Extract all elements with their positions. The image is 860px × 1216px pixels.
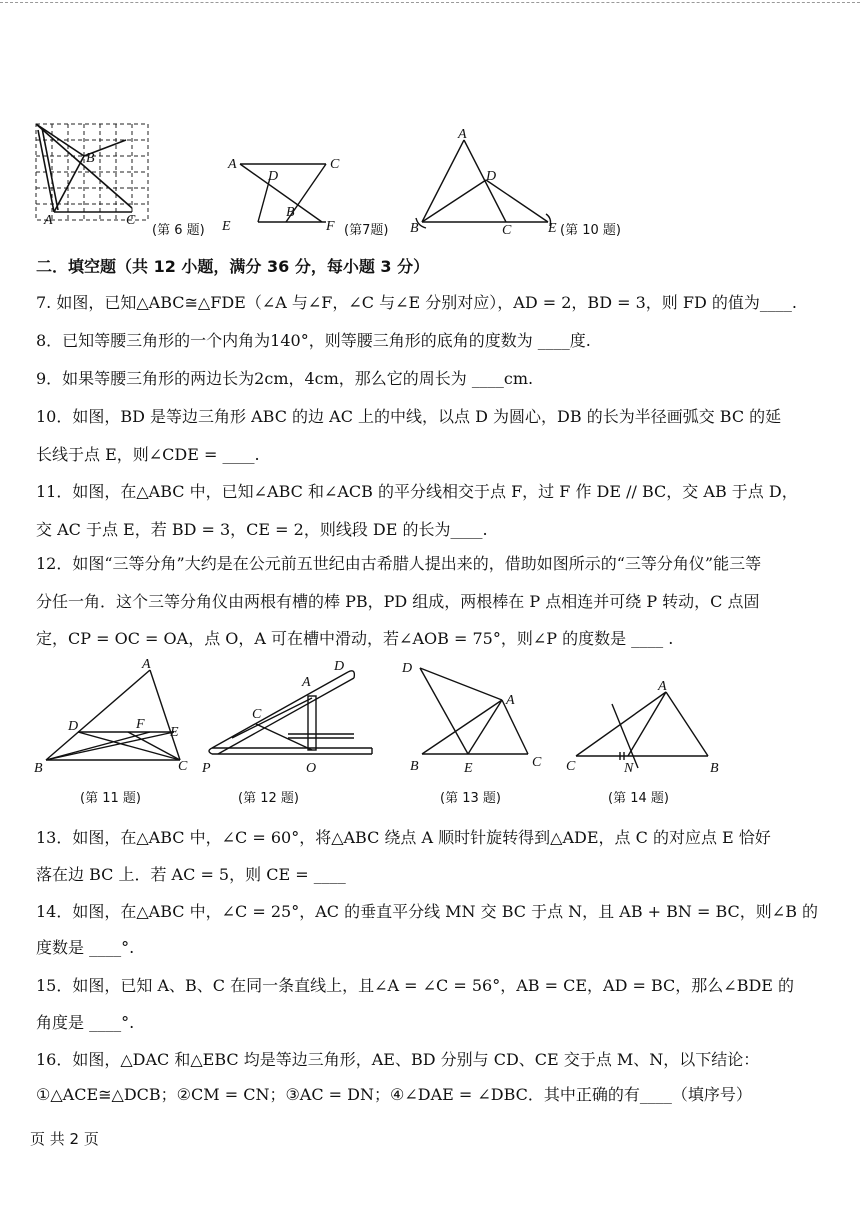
figure-10-caption: (第 10 题) xyxy=(560,223,621,238)
fig11-label-F: F xyxy=(136,717,145,732)
fig7-label-A: A xyxy=(228,157,237,172)
figure-11-caption: (第 11 题) xyxy=(80,791,141,806)
question-13-line-1: 13．如图，在△ABC 中，∠C = 60°，将△ABC 绕点 A 顺时针旋转得到△ADE，点 C 的对应点 E 恰好 xyxy=(36,828,771,847)
fig10-label-C: C xyxy=(502,223,512,238)
fig11-label-D: D xyxy=(68,719,79,734)
figure-12 xyxy=(198,656,388,774)
question-7: 7. 如图，已知△ABC≅△FDE（∠A 与∠F，∠C 与∠E 分别对应），AD = 2，BD = 3，则 FD 的值为____. xyxy=(36,293,797,312)
fig12-label-P: P xyxy=(202,761,211,776)
fig11-label-B: B xyxy=(34,761,43,776)
fig14-label-B: B xyxy=(710,761,719,776)
figure-12-drawing xyxy=(198,656,388,774)
fig7-label-C: C xyxy=(330,157,340,172)
figure-7-drawing xyxy=(222,150,352,234)
figure-14-caption: (第 14 题) xyxy=(608,791,669,806)
fig12-label-O: O xyxy=(306,761,317,776)
fig11-label-C: C xyxy=(178,759,188,774)
question-15-line-2: 角度是 ____°. xyxy=(36,1013,135,1032)
fig14-label-A: A xyxy=(658,679,667,694)
fig11-label-E: E xyxy=(170,725,179,740)
question-12-line-1: 12．如图“三等分角”大约是在公元前五世纪由古希腊人提出来的，借助如图所示的“三等分角仪”能三等 xyxy=(36,554,762,573)
fig13-label-E: E xyxy=(464,761,473,776)
figure-10 xyxy=(410,127,570,238)
fig14-label-C: C xyxy=(566,759,576,774)
figure-6-caption: (第 6 题) xyxy=(152,223,205,238)
figure-10-drawing xyxy=(410,127,570,238)
question-16-line-2: ①△ACE≅△DCB；②CM = CN；③AC = DN；④∠DAE = ∠DBC．其中正确的有____（填序号） xyxy=(36,1085,752,1104)
fig6-label-A: A xyxy=(44,213,53,228)
fig13-label-C: C xyxy=(532,755,542,770)
fig12-label-D: D xyxy=(334,659,345,674)
fig11-label-A: A xyxy=(142,657,151,672)
question-10-line-1: 10．如图，BD 是等边三角形 ABC 的边 AC 上的中线，以点 D 为圆心，DB 的长为半径画弧交 BC 的延 xyxy=(36,407,782,426)
question-11-line-2: 交 AC 于点 E，若 BD = 3，CE = 2，则线段 DE 的长为____. xyxy=(36,520,488,539)
figure-11 xyxy=(32,656,192,774)
fig10-label-D: D xyxy=(486,169,497,184)
fig13-label-B: B xyxy=(410,759,419,774)
question-12-line-2: 分任一角．这个三等分角仪由两根有槽的棒 PB，PD 组成，两根棒在 P 点相连并可绕 P 转动，C 点固 xyxy=(36,592,760,611)
fig12-label-C: C xyxy=(252,707,262,722)
question-10-line-2: 长线于点 E，则∠CDE = ____. xyxy=(36,445,260,464)
fig13-label-D: D xyxy=(402,661,413,676)
question-15-line-1: 15．如图，已知 A、B、C 在同一条直线上，且∠A = ∠C = 56°，AB = CE，AD = BC，那么∠BDE 的 xyxy=(36,976,795,995)
top-divider xyxy=(0,2,860,3)
figure-11-drawing xyxy=(32,656,192,774)
figure-13-caption: (第 13 题) xyxy=(440,791,501,806)
question-13-line-2: 落在边 BC 上．若 AC = 5，则 CE = ____ xyxy=(36,865,346,884)
figure-6-drawing xyxy=(30,120,160,230)
fig6-label-B: B xyxy=(86,151,95,166)
fig6-label-C: C xyxy=(126,213,136,228)
figure-13-drawing xyxy=(398,656,558,774)
fig7-label-B: B xyxy=(286,205,295,220)
figure-6 xyxy=(30,120,160,230)
question-12-line-3: 定，CP = OC = OA，点 O，A 可在槽中滑动，若∠AOB = 75°，则∠P 的度数是 ____ . xyxy=(36,629,674,648)
question-9: 9．如果等腰三角形的两边长为2cm，4cm，那么它的周长为 ____cm. xyxy=(36,369,534,388)
figure-14 xyxy=(562,672,732,776)
question-14-line-1: 14．如图，在△ABC 中，∠C = 25°，AC 的垂直平分线 MN 交 BC 于点 N，且 AB + BN = BC，则∠B 的 xyxy=(36,902,819,921)
fig10-label-B: B xyxy=(410,221,419,236)
fig7-label-D: D xyxy=(268,169,279,184)
fig13-label-A: A xyxy=(506,693,515,708)
fig10-label-A: A xyxy=(458,127,467,142)
question-8: 8．已知等腰三角形的一个内角为140°，则等腰三角形的底角的度数为 ____度. xyxy=(36,331,591,350)
page-footer: 页 共 2 页 xyxy=(30,1130,99,1148)
question-11-line-1: 11．如图，在△ABC 中，已知∠ABC 和∠ACB 的平分线相交于点 F，过 F 作 DE // BC，交 AB 于点 D， xyxy=(36,482,798,501)
question-16-line-1: 16．如图，△DAC 和△EBC 均是等边三角形，AE、BD 分别与 CD、CE 交于点 M、N，以下结论： xyxy=(36,1050,760,1069)
fig7-label-F: F xyxy=(326,219,335,234)
figure-7 xyxy=(222,150,352,234)
fig7-label-E: E xyxy=(222,219,231,234)
figure-14-drawing xyxy=(562,672,732,776)
fig10-label-E: E xyxy=(548,221,557,236)
fig12-label-A: A xyxy=(302,675,311,690)
section-title: 二．填空题（共 12 小题，满分 36 分，每小题 3 分） xyxy=(36,257,430,276)
figure-13 xyxy=(398,656,558,774)
fig14-label-N: N xyxy=(624,761,634,776)
question-14-line-2: 度数是 ____°. xyxy=(36,938,135,957)
figure-12-caption: (第 12 题) xyxy=(238,791,299,806)
figure-7-caption: (第7题) xyxy=(344,223,389,238)
